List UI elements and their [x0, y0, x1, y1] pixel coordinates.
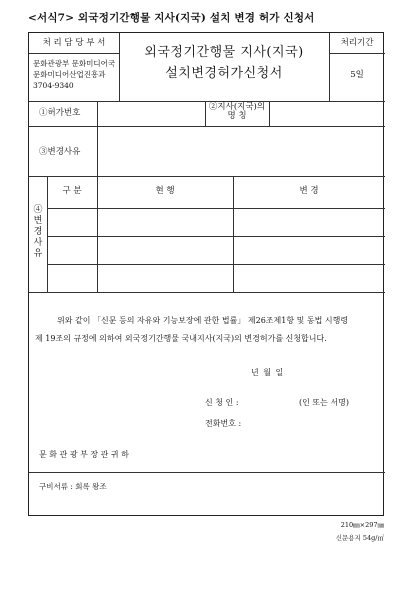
divider [29, 472, 385, 473]
paper-spec: 신문용지 54g/㎡ [335, 534, 384, 542]
divider [47, 208, 385, 209]
divider [47, 264, 385, 265]
divider [29, 176, 385, 177]
statement-line-1: 위와 같이 「신문 등의 자유와 기능보장에 관한 법률」 제26조제1항 및 동법 시행령 [57, 316, 349, 325]
dept-phone: 3704-9340 [33, 81, 74, 90]
column-header-change: 변 경 [299, 186, 319, 196]
application-form [28, 32, 384, 516]
column-header-current: 현 행 [155, 186, 175, 196]
document-title [119, 43, 329, 85]
date-field[interactable]: 년 월 일 [251, 368, 285, 377]
branch-name-label [205, 103, 269, 122]
processing-period-value: 5일 [350, 70, 364, 80]
divider [47, 236, 385, 237]
divider [29, 53, 119, 54]
required-documents: 구비서류 : 회록 왕조 [39, 482, 107, 491]
document-title-line-2: 설치변경허가신청서 [165, 65, 283, 81]
branch-name-label-line-1: ②지사(지국)의 [208, 102, 266, 112]
applicant-label: 신 청 인 : [205, 398, 239, 407]
phone-number-label: 전화번호 : [205, 419, 242, 428]
dept-line-2: 문화미디어산업진흥과 [33, 70, 106, 79]
dept-line-1: 문화관광부 문화미디어국 [33, 59, 116, 68]
change-details-side-label: ④변경사유 [33, 205, 43, 259]
change-reason-field[interactable] [98, 127, 384, 175]
change-reason-label: ③변경사유 [39, 147, 81, 157]
document-title-line-1: 외국정기간행물 지사(지국) [144, 45, 304, 60]
seal-or-signature-note: (인 또는 서명) [299, 398, 349, 407]
branch-name-field[interactable] [270, 102, 384, 125]
application-statement [35, 312, 381, 348]
divider [29, 292, 385, 293]
processing-dept-label: 처 리 담 당 부 서 [42, 38, 106, 48]
form-title: <서식7> 외국정기간행물 지사(지국) 설치 변경 허가 신청서 [28, 12, 315, 24]
permit-number-label: ①허가번호 [39, 108, 81, 118]
column-header-category: 구 분 [62, 186, 82, 196]
statement-line-2: 제 19조의 규정에 의하여 외국정기간행물 국내지사(지국)의 변경허가를 신청합니다. [35, 334, 327, 343]
paper-size: 210㎜×297㎜ [340, 521, 384, 529]
branch-name-label-line-2: 명 칭 [227, 111, 247, 122]
processing-period-label: 처리기간 [340, 38, 374, 48]
permit-number-field[interactable] [98, 102, 204, 125]
addressee: 문 화 관 광 부 장 관 귀 하 [39, 450, 129, 459]
divider [329, 53, 385, 54]
